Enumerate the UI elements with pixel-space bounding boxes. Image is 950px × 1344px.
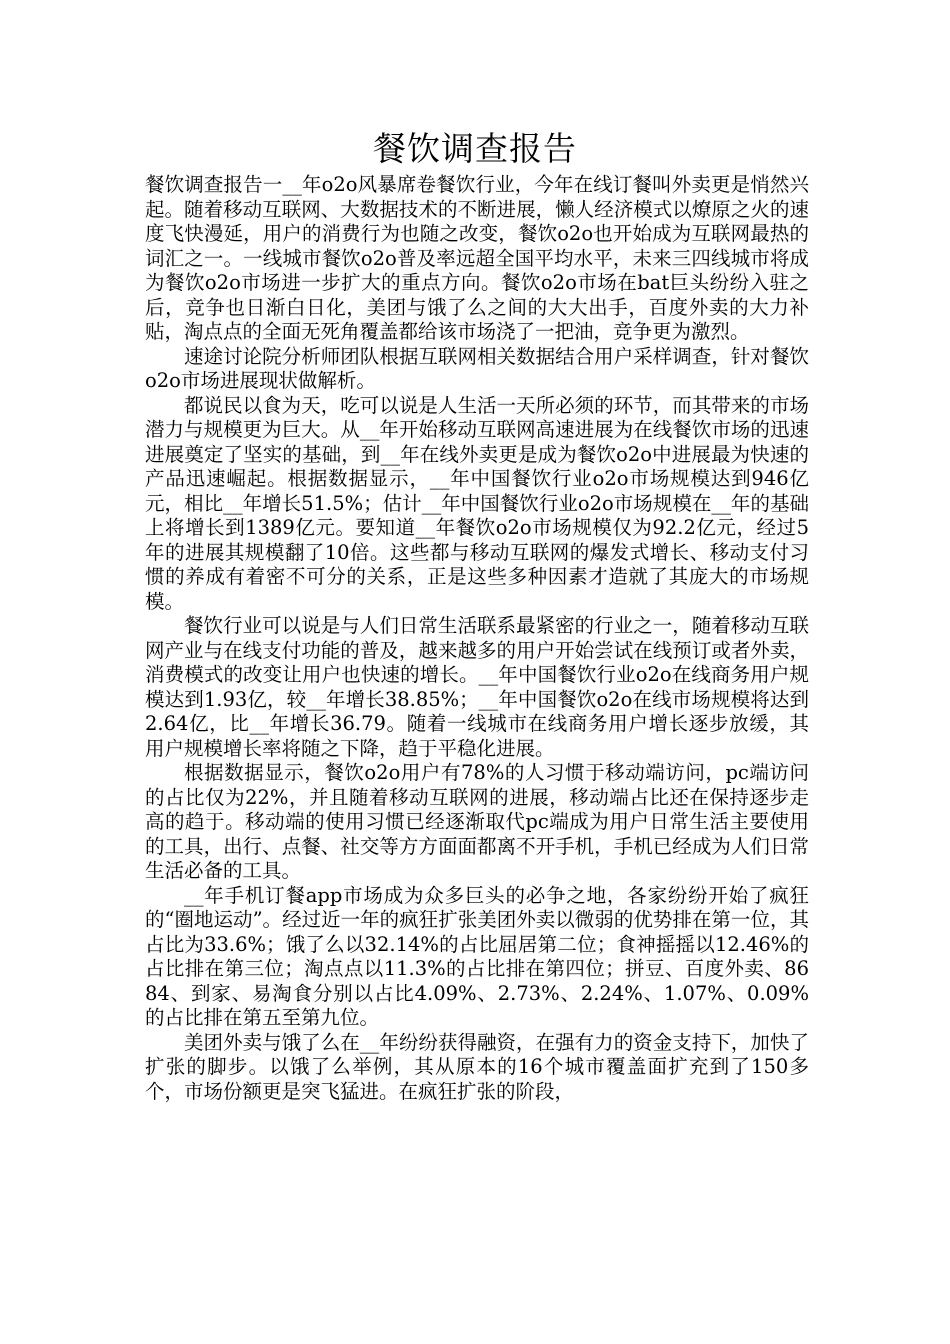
paragraph-5: 根据数据显示，餐饮o2o用户有78%的人习惯于移动端访问，pc端访问的占比仅为22%，并且随着移动互联网的进展，移动端占比还在保持逐步走高的趋于。移动端的使用习惯已经逐渐取代pc端成为用户日常生活主要使用的工具，出行、点餐、社交等方方面面都离不开手机，手机已经成为人们日常生活必备的工具。 [145, 761, 809, 882]
paragraph-7: 美团外卖与饿了么在__年纷纷获得融资，在强有力的资金支持下，加快了扩张的脚步。以饿了么举例，其从原本的16个城市覆盖面扩充到了150多个，市场份额更是突飞猛进。在疯狂扩张的阶段， [145, 1030, 809, 1103]
paragraph-6: __年手机订餐app市场成为众多巨头的必争之地，各家纷纷开始了疯狂的“圈地运动”。经过近一年的疯狂扩张美团外卖以微弱的优势排在第一位，其占比为33.6%；饿了么以32.14%的占比屈居第二位；食神摇摇以12.46%的占比排在第三位；淘点点以11.3%的占比排在第四位；拼豆、百度外卖、8684、到家、易淘食分别以占比4.09%、2.73%、2.24%、1.07%、0.09%的占比排在第五至第九位。 [145, 883, 809, 1029]
document-title: 餐饮调查报告 [373, 129, 577, 168]
paragraph-2: 速途讨论院分析师团队根据互联网相关数据结合用户采样调查，针对餐饮o2o市场进展现状做解析。 [145, 344, 809, 392]
paragraph-4: 餐饮行业可以说是与人们日常生活联系最紧密的行业之一，随着移动互联网产业与在线支付功能的普及，越来越多的用户开始尝试在线预订或者外卖，消费模式的改变让用户也快速的增长。__年中国餐饮行业o2o在线商务用户规模达到1.93亿，较__年增长38.85%；__年中国餐饮o2o在线市场规模将达到2.64亿，比__年增长36.79。随着一线城市在线商务用户增长逐步放缓，其用户规模增长率将随之下降，趋于平稳化进展。 [145, 614, 809, 760]
paragraph-3: 都说民以食为天，吃可以说是人生活一天所必须的环节，而其带来的市场潜力与规模更为巨大。从__年开始移动互联网高速进展为在线餐饮市场的迅速进展奠定了坚实的基础，到__年在线外卖更是成为餐饮o2o中进展最为快速的产品迅速崛起。根据数据显示，__年中国餐饮行业o2o市场规模达到946亿元，相比__年增长51.5%；估计__年中国餐饮行业o2o市场规模在__年的基础上将增长到1389亿元。要知道__年餐饮o2o市场规模仅为92.2亿元，经过5年的进展其规模翻了10倍。这些都与移动互联网的爆发式增长、移动支付习惯的养成有着密不可分的关系，正是这些多种因素才造就了其庞大的市场规模。 [145, 393, 809, 613]
document-body [145, 173, 809, 1104]
paragraph-1: 餐饮调查报告一__年o2o风暴席卷餐饮行业，今年在线订餐叫外卖更是悄然兴起。随着移动互联网、大数据技术的不断进展，懒人经济模式以燎原之火的速度飞快漫延，用户的消费行为也随之改变，餐饮o2o也开始成为互联网最热的词汇之一。一线城市餐饮o2o普及率远超全国平均水平，未来三四线城市将成为餐饮o2o市场进一步扩大的重点方向。餐饮o2o市场在bat巨头纷纷入驻之后，竞争也日渐白日化，美团与饿了么之间的大大出手，百度外卖的大力补贴，淘点点的全面无死角覆盖都给该市场浇了一把油，竞争更为激烈。 [145, 173, 809, 343]
